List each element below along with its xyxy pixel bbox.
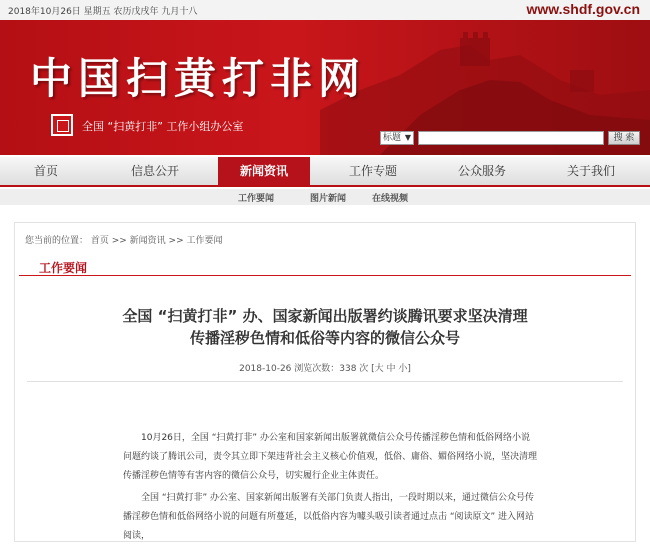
- article-paragraph: 10月26日，全国 “扫黄打非” 办公室和国家新闻出版署就微信公众号传播淫秽色情和低俗网络小说问题约谈了腾讯公司，责令其立即下架违背社会主义核心价值观，低俗、庸俗、媚俗网络小说，坚决清理传播淫秽色情等有害内容的微信公众号，切实履行企业主体责任。: [123, 433, 538, 481]
- nav-item-about[interactable]: 关于我们: [566, 164, 615, 178]
- subnav-item-video[interactable]: 在线视频: [372, 194, 409, 204]
- breadcrumb: 您当前的位置： 首页 >> 新闻资讯 >> 工作要闻: [25, 236, 223, 246]
- search-input[interactable]: [418, 131, 604, 145]
- headline-line-2: 传播淫秽色情和低俗等内容的微信公众号: [189, 329, 460, 347]
- nav-item-home[interactable]: 首页: [33, 164, 58, 178]
- article-meta: 2018-10-26 浏览次数：338 次 [大 中 小]: [239, 364, 411, 374]
- chevron-down-icon: ▼: [404, 133, 411, 142]
- search-button[interactable]: 搜 索: [608, 131, 640, 145]
- site-title: 中国扫黄打非网: [30, 54, 367, 103]
- subnav-item-work-news[interactable]: 工作要闻: [238, 194, 275, 204]
- current-date: 2018年10月26日 星期五 农历戊戌年 九月十八: [8, 7, 198, 17]
- article-body: [123, 429, 537, 549]
- nav-item-topics[interactable]: 工作专题: [348, 164, 397, 178]
- search-type-select[interactable]: [380, 131, 414, 145]
- nav-item-public-service[interactable]: 公众服务: [457, 164, 506, 178]
- headline-line-1: 全国 “扫黄打非” 办、国家新闻出版署约谈腾讯要求坚决清理: [122, 307, 528, 325]
- search-type-value: 标题: [383, 133, 402, 143]
- article-paragraph: 全国 “扫黄打非” 办公室、国家新闻出版署有关部门负责人指出，一段时期以来，通过微信公众号传播淫秽色情和低俗网络小说的问题有所蔓延，以低俗内容为噱头吸引读者通过点击 “阅读原文” 进入网站阅读，: [123, 493, 535, 541]
- sub-nav: [0, 189, 650, 205]
- section-divider: [19, 275, 631, 276]
- main-nav: [0, 157, 650, 187]
- site-banner: [0, 20, 650, 155]
- nav-item-news[interactable]: 新闻资讯: [218, 157, 310, 185]
- site-domain: www.shdf.gov.cn: [526, 1, 640, 17]
- article-panel: [14, 222, 636, 542]
- top-info-bar: [0, 0, 650, 20]
- nav-item-info-disclosure[interactable]: 信息公开: [130, 164, 179, 178]
- subnav-item-photo-news[interactable]: 图片新闻: [310, 194, 347, 204]
- section-title: 工作要闻: [39, 261, 88, 275]
- meta-divider: [27, 381, 623, 382]
- office-name: 全国 “扫黄打非” 工作小组办公室: [82, 120, 244, 133]
- article-headline: [65, 305, 585, 349]
- office-seal-icon: [51, 114, 73, 136]
